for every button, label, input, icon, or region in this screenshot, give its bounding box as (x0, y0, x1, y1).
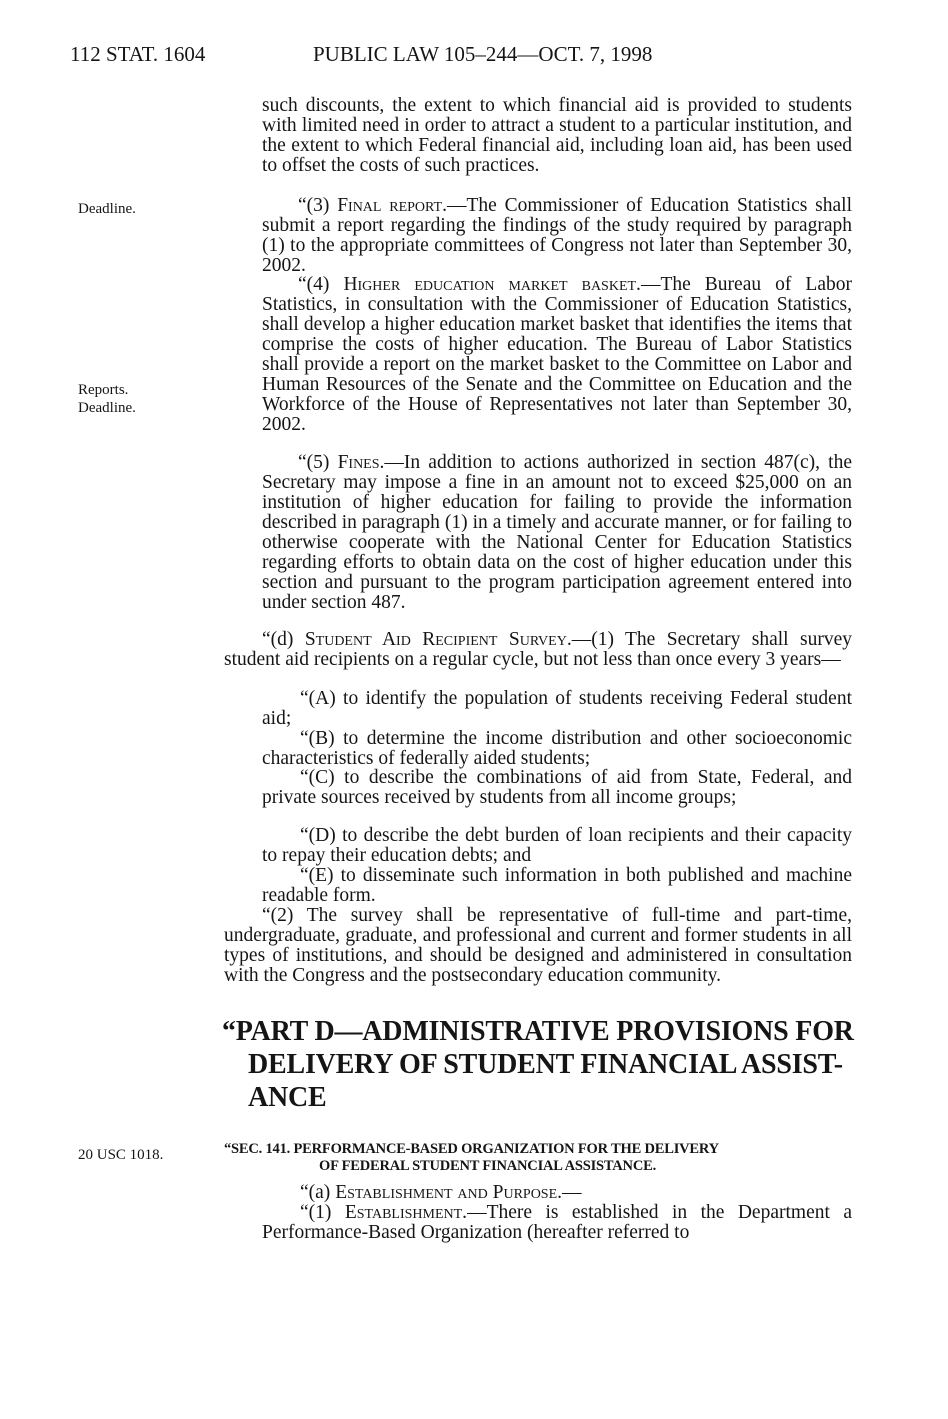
part-heading (222, 1015, 854, 1114)
survey-item-c: “(C) to describe the combinations of aid from State, Federal, and private sources received by students from all income groups; (262, 767, 852, 808)
paragraph-number: “(3) (298, 195, 338, 216)
paragraph-text: —In addition to actions authorized in section 487(c), the Secretary may impose a fine in an amount not to exceed $25,000 on an institution of higher education for failing to provide the information described in paragraph (1) in a timely and accurate manner, or for failing to otherwise cooperate with the National Center for Education Statistics regarding efforts to obtain data on the cost of higher education under this section and pursuant to the program participation agreement entered into under section 487. (262, 452, 852, 613)
survey-item-d: “(D) to describe the debt burden of loan recipients and their capacity to repay their education debts; and (262, 825, 852, 866)
subsection-dash: — (562, 1182, 582, 1203)
margin-note-deadline: Deadline. (78, 400, 136, 416)
paragraph-text: —The Commissioner of Education Statistics shall submit a report regarding the findings of the study required by paragraph (1) to the appropriate committees of Congress not later than September 30, 2002. (262, 195, 852, 276)
subsection-heading: Establishment and Purpose. (335, 1182, 563, 1203)
part-heading-line: “PART D—ADMINISTRATIVE PROVISIONS FOR (222, 1016, 854, 1047)
subsection-student-aid-survey (224, 630, 852, 670)
paragraph-heading: Establishment. (344, 1202, 468, 1223)
subsection-number: “(a) (300, 1182, 336, 1203)
paragraph-market-basket (262, 275, 852, 435)
paragraph-number: “(5) (298, 452, 338, 473)
paragraph-text: —There is established in the Department a Performance-Based Organization (hereafter referred to (262, 1202, 852, 1243)
paragraph-fines (262, 453, 852, 613)
paragraph-heading: Fines. (337, 452, 385, 473)
survey-item-b: “(B) to determine the income distribution and other socioeconomic characteristics of federally aided students; (262, 728, 852, 769)
paragraph-heading: Higher education market basket. (343, 274, 641, 295)
paragraph-number: “(1) (300, 1202, 345, 1223)
paragraph-final-report (262, 196, 852, 276)
section-heading-line: “SEC. 141. PERFORMANCE-BASED ORGANIZATION FOR THE DELIVERY (224, 1141, 719, 1157)
section-heading (224, 1141, 854, 1175)
paragraph-text: —The Bureau of Labor Statistics, in consultation with the Commissioner of Education Statistics, shall develop a higher education market basket that identifies the items that comprise the costs of higher education. The Bureau of Labor Statistics shall provide a report on the market basket to the Committee on Labor and Human Resources of the Senate and the Committee on Education and the Workforce of the House of Representatives not later than September 30, 2002. (262, 274, 852, 435)
survey-item-e: “(E) to disseminate such information in both published and machine readable form. (262, 865, 852, 906)
paragraph-continuation: such discounts, the extent to which financial aid is provided to students with limited need in order to attract a student to a particular institution, and the extent to which Federal financial aid, including loan aid, has been used to offset the costs of such practices. (262, 95, 852, 176)
margin-note-deadline: Deadline. (78, 201, 136, 217)
page-header (0, 42, 948, 72)
section-heading-line: OF FEDERAL STUDENT FINANCIAL ASSISTANCE. (319, 1158, 656, 1174)
paragraph-survey-representative: “(2) The survey shall be representative of full-time and part-time, undergraduate, graduate, and professional and current and former students in all types of institutions, and should be designed and administered in consultation with the Congress and the postsecondary education community. (224, 905, 852, 986)
subsection-number: “(d) (262, 629, 305, 650)
page-folio: 112 STAT. 1604 (70, 42, 206, 66)
survey-item-a: “(A) to identify the population of students receiving Federal student aid; (262, 688, 852, 729)
running-head: PUBLIC LAW 105–244—OCT. 7, 1998 (313, 42, 653, 66)
subsection-text: —(1) The Secretary shall survey student aid recipients on a regular cycle, but not less than once every 3 years— (224, 629, 852, 670)
subsection-establishment-purpose (262, 1183, 852, 1203)
part-heading-line: DELIVERY OF STUDENT FINANCIAL ASSIST-ANCE (248, 1049, 843, 1113)
paragraph-number: “(4) (298, 274, 344, 295)
subsection-heading: Student Aid Recipient Survey. (304, 629, 572, 650)
margin-note-reports: Reports. (78, 382, 129, 398)
paragraph-establishment (262, 1203, 852, 1243)
margin-note-usc-citation: 20 USC 1018. (78, 1147, 164, 1163)
paragraph-heading: Final report. (337, 195, 447, 216)
